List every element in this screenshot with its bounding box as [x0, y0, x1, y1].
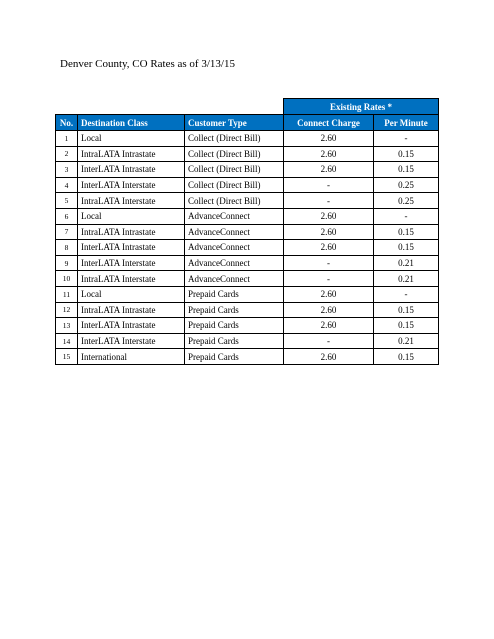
cell-destination-class: InterLATA Intrastate — [78, 318, 185, 334]
rate-rows — [56, 131, 439, 365]
cell-customer-type: AdvanceConnect — [185, 240, 284, 256]
cell-number: 15 — [56, 349, 78, 365]
table-row — [56, 255, 439, 271]
existing-rates-header: Existing Rates * — [284, 99, 439, 115]
cell-per-minute: 0.15 — [374, 162, 439, 178]
cell-number: 6 — [56, 208, 78, 224]
cell-connect-charge: 2.60 — [284, 146, 374, 162]
group-header-row — [56, 99, 439, 115]
cell-connect-charge: 2.60 — [284, 349, 374, 365]
column-header-connect-charge: Connect Charge — [284, 115, 374, 131]
cell-number: 11 — [56, 286, 78, 302]
column-header-customer-type: Customer Type — [185, 115, 284, 131]
cell-per-minute: 0.15 — [374, 224, 439, 240]
cell-per-minute: - — [374, 208, 439, 224]
cell-number: 3 — [56, 162, 78, 178]
cell-destination-class: Local — [78, 286, 185, 302]
table-row — [56, 302, 439, 318]
cell-customer-type: Collect (Direct Bill) — [185, 193, 284, 209]
table-row — [56, 224, 439, 240]
cell-connect-charge: 2.60 — [284, 286, 374, 302]
column-header-row — [56, 115, 439, 131]
cell-customer-type: Prepaid Cards — [185, 349, 284, 365]
cell-connect-charge: 2.60 — [284, 302, 374, 318]
cell-connect-charge: 2.60 — [284, 131, 374, 147]
header-spacer — [56, 99, 284, 115]
cell-connect-charge: - — [284, 271, 374, 287]
cell-per-minute: 0.15 — [374, 302, 439, 318]
cell-number: 2 — [56, 146, 78, 162]
table-row — [56, 131, 439, 147]
cell-per-minute: 0.21 — [374, 333, 439, 349]
cell-destination-class: IntraLATA Interstate — [78, 271, 185, 287]
table-row — [56, 193, 439, 209]
cell-customer-type: Prepaid Cards — [185, 286, 284, 302]
cell-number: 13 — [56, 318, 78, 334]
cell-customer-type: AdvanceConnect — [185, 255, 284, 271]
table-row — [56, 318, 439, 334]
cell-customer-type: AdvanceConnect — [185, 271, 284, 287]
cell-number: 9 — [56, 255, 78, 271]
column-header-destination-class: Destination Class — [78, 115, 185, 131]
cell-connect-charge: 2.60 — [284, 318, 374, 334]
table-row — [56, 146, 439, 162]
cell-destination-class: Local — [78, 131, 185, 147]
cell-destination-class: IntraLATA Intrastate — [78, 224, 185, 240]
cell-destination-class: InterLATA Interstate — [78, 333, 185, 349]
cell-number: 12 — [56, 302, 78, 318]
cell-destination-class: Local — [78, 208, 185, 224]
cell-connect-charge: - — [284, 177, 374, 193]
cell-number: 10 — [56, 271, 78, 287]
cell-per-minute: 0.15 — [374, 240, 439, 256]
column-header-per-minute: Per Minute — [374, 115, 439, 131]
cell-number: 7 — [56, 224, 78, 240]
cell-destination-class: IntraLATA Interstate — [78, 193, 185, 209]
cell-per-minute: 0.25 — [374, 177, 439, 193]
cell-connect-charge: 2.60 — [284, 240, 374, 256]
cell-customer-type: AdvanceConnect — [185, 224, 284, 240]
cell-number: 4 — [56, 177, 78, 193]
cell-destination-class: IntraLATA Intrastate — [78, 146, 185, 162]
cell-customer-type: Collect (Direct Bill) — [185, 177, 284, 193]
cell-number: 14 — [56, 333, 78, 349]
table-row — [56, 177, 439, 193]
cell-connect-charge: 2.60 — [284, 162, 374, 178]
cell-per-minute: 0.15 — [374, 146, 439, 162]
cell-per-minute: 0.21 — [374, 255, 439, 271]
cell-connect-charge: 2.60 — [284, 224, 374, 240]
cell-connect-charge: - — [284, 193, 374, 209]
cell-per-minute: - — [374, 131, 439, 147]
table-row — [56, 162, 439, 178]
column-header-no: No. — [56, 115, 78, 131]
cell-per-minute: 0.21 — [374, 271, 439, 287]
table-row — [56, 208, 439, 224]
cell-per-minute: 0.25 — [374, 193, 439, 209]
cell-per-minute: 0.15 — [374, 318, 439, 334]
cell-number: 8 — [56, 240, 78, 256]
cell-customer-type: AdvanceConnect — [185, 208, 284, 224]
table-row — [56, 286, 439, 302]
cell-destination-class: InterLATA Intrastate — [78, 162, 185, 178]
table-row — [56, 240, 439, 256]
cell-customer-type: Collect (Direct Bill) — [185, 162, 284, 178]
cell-connect-charge: - — [284, 333, 374, 349]
cell-destination-class: InterLATA Interstate — [78, 255, 185, 271]
page-title: Denver County, CO Rates as of 3/13/15 — [60, 58, 235, 70]
table-row — [56, 271, 439, 287]
cell-connect-charge: - — [284, 255, 374, 271]
cell-customer-type: Prepaid Cards — [185, 318, 284, 334]
table-row — [56, 349, 439, 365]
cell-destination-class: InterLATA Intrastate — [78, 240, 185, 256]
rates-table — [55, 98, 439, 365]
cell-destination-class: InterLATA Interstate — [78, 177, 185, 193]
cell-number: 1 — [56, 131, 78, 147]
cell-customer-type: Prepaid Cards — [185, 302, 284, 318]
cell-connect-charge: 2.60 — [284, 208, 374, 224]
cell-destination-class: International — [78, 349, 185, 365]
cell-customer-type: Collect (Direct Bill) — [185, 146, 284, 162]
cell-destination-class: IntraLATA Intrastate — [78, 302, 185, 318]
cell-number: 5 — [56, 193, 78, 209]
cell-customer-type: Collect (Direct Bill) — [185, 131, 284, 147]
cell-customer-type: Prepaid Cards — [185, 333, 284, 349]
cell-per-minute: 0.15 — [374, 349, 439, 365]
cell-per-minute: - — [374, 286, 439, 302]
table-row — [56, 333, 439, 349]
